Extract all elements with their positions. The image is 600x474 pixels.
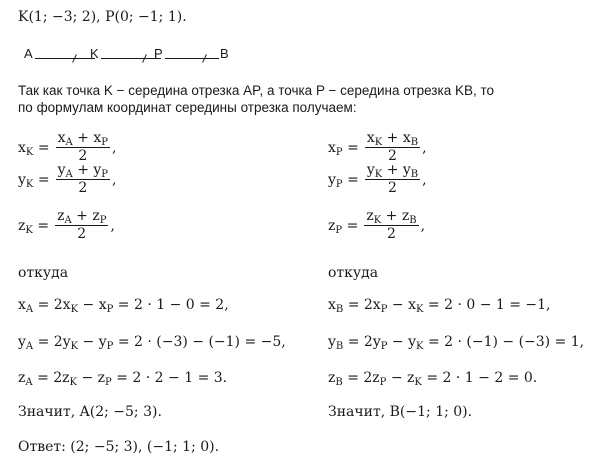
formula-zp: $z_P$ = $\frac{z_K + z_B}{2}$ , xyxy=(328,208,426,242)
segment-line-pb xyxy=(165,58,219,59)
formula-yp: $y_P$ = $\frac{y_K + y_B}{2}$ , xyxy=(328,162,427,196)
segment-label-b: B xyxy=(220,46,229,61)
answer: Ответ: (2; −5; 3), (−1; 1; 0). xyxy=(18,439,220,455)
result-xa: $x_A = 2x_K - x_P = 2 \cdot 1 - 0 = 2$, xyxy=(18,297,229,315)
text-line-2: по формулам координат середины отрезка получаем: xyxy=(18,100,357,115)
result-ya: $y_A = 2y_K - y_P = 2 \cdot (-3) - (-1) = -5$, xyxy=(18,334,286,352)
formula-yk: $y_K$ = $\frac{y_A + y_P}{2}$ , xyxy=(18,162,117,196)
segment-line-kp xyxy=(101,58,161,59)
result-yb: $y_B = 2y_P - y_K = 2 \cdot (-1) - (-3) = 1$, xyxy=(328,334,585,352)
segment-label-a: A xyxy=(24,46,33,61)
conclusion-a: Значит, A(2; −5; 3). xyxy=(18,404,162,420)
result-za: $z_A = 2z_K - z_P = 2 \cdot 2 - 1 = 3$. xyxy=(18,370,228,388)
otkuda-left: откуда xyxy=(18,265,69,281)
segment-label-p: P xyxy=(154,46,163,61)
segment-label-k: K xyxy=(90,46,99,61)
segment-diagram xyxy=(20,44,240,68)
formula-zk: $z_K$ = $\frac{z_A + z_P}{2}$ , xyxy=(18,208,115,242)
given-points: K(1; −3; 2), P(0; −1; 1). xyxy=(18,9,187,25)
formula-xp: $x_P$ = $\frac{x_K + x_B}{2}$ , xyxy=(328,130,427,164)
text-line-1: Так как точка K − середина отрезка AP, а точка P − середина отрезка KB, то xyxy=(18,83,495,98)
otkuda-right: откуда xyxy=(328,265,379,281)
result-xb: $x_B = 2x_P - x_K = 2 \cdot 0 - 1 = -1$, xyxy=(328,297,551,315)
result-zb: $z_B = 2z_P - z_K = 2 \cdot 1 - 2 = 0$. xyxy=(328,370,538,388)
conclusion-b: Значит, B(−1; 1; 0). xyxy=(328,404,473,420)
segment-line-ak xyxy=(35,58,95,59)
formula-xk: $x_K$ = $\frac{x_A + x_P}{2}$ , xyxy=(18,130,117,164)
